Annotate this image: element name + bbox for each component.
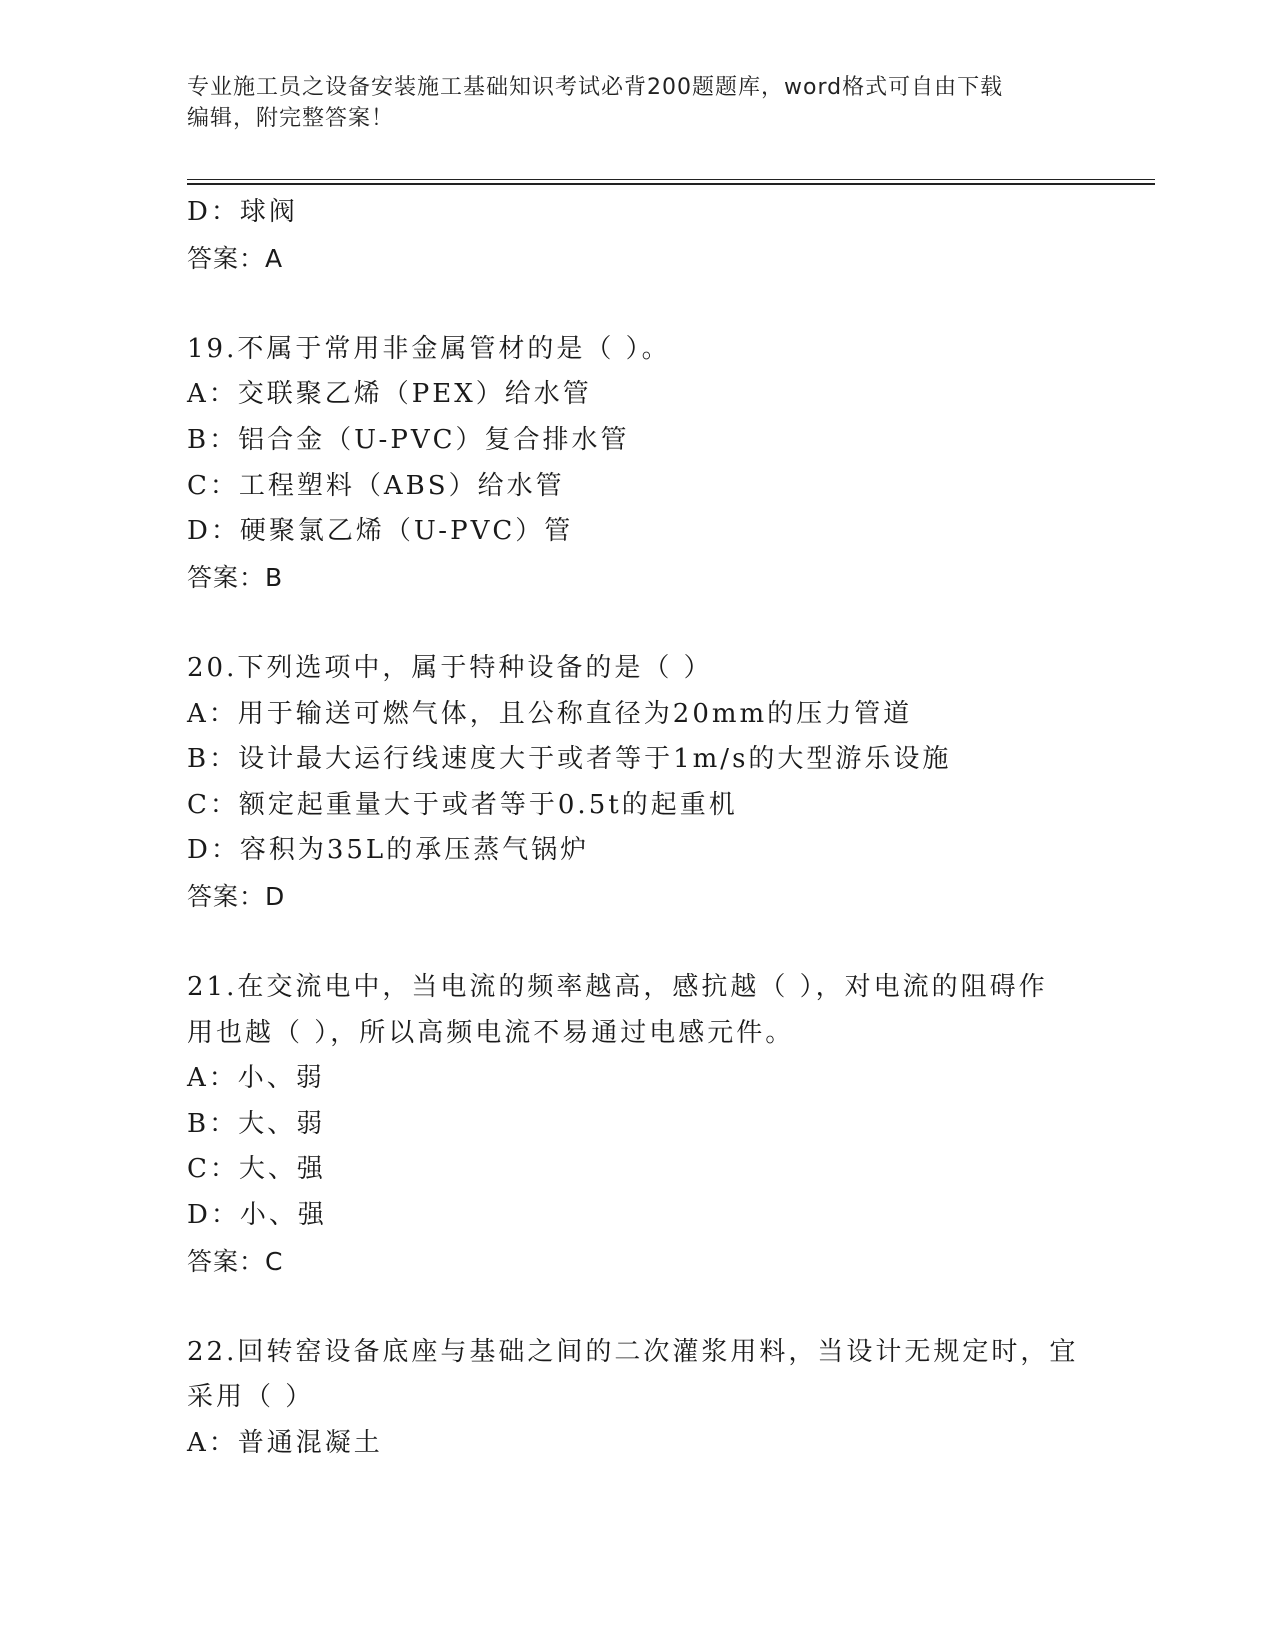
spacer bbox=[187, 1284, 1087, 1330]
question-19 bbox=[187, 327, 1087, 601]
header-title-line-1: 专业施工员之设备安装施工基础知识考试必背200题题库，word格式可自由下载 bbox=[187, 75, 1004, 100]
option-b: B：设计最大运行线速度大于或者等于1m/s的大型游乐设施 bbox=[187, 744, 952, 775]
option-a: A：用于输送可燃气体，且公称直径为20mm的压力管道 bbox=[187, 698, 913, 729]
option-c: C：额定起重量大于或者等于0.5t的起重机 bbox=[187, 789, 738, 820]
question-stem-line-1: 22.回转窑设备底座与基础之间的二次灌浆用料，当设计无规定时，宜 bbox=[187, 1336, 1079, 1367]
question-list bbox=[187, 190, 1087, 1467]
option-a: A：普通混凝土 bbox=[187, 1428, 383, 1459]
header-divider-thin bbox=[187, 179, 1155, 180]
spacer bbox=[187, 920, 1087, 966]
question-21 bbox=[187, 965, 1087, 1284]
question-20 bbox=[187, 646, 1087, 920]
header-title-line-2: 编辑，附完整答案！ bbox=[187, 106, 395, 131]
option-d: D：球阀 bbox=[187, 197, 298, 227]
option-d: D：小、强 bbox=[187, 1200, 327, 1231]
answer-line: 答案：A bbox=[187, 243, 284, 273]
option-d: D：硬聚氯乙烯（U-PVC）管 bbox=[187, 516, 574, 547]
page-header bbox=[187, 72, 1087, 134]
question-stem-line-2: 用也越（ ），所以高频电流不易通过电感元件。 bbox=[187, 1017, 795, 1048]
answer-line: 答案：C bbox=[187, 1246, 284, 1276]
option-a: A：小、弱 bbox=[187, 1063, 325, 1094]
answer-line: 答案：D bbox=[187, 881, 286, 911]
question-stem: 20.下列选项中，属于特种设备的是（ ） bbox=[187, 652, 713, 683]
header-divider-thick bbox=[187, 183, 1155, 185]
option-b: B：大、弱 bbox=[187, 1108, 326, 1139]
spacer bbox=[187, 281, 1087, 327]
option-b: B：铝合金（U-PVC）复合排水管 bbox=[187, 424, 630, 455]
option-a: A：交联聚乙烯（PEX）给水管 bbox=[187, 379, 592, 410]
option-d: D：容积为35L的承压蒸气锅炉 bbox=[187, 835, 590, 866]
question-22 bbox=[187, 1330, 1087, 1467]
option-c: C：大、强 bbox=[187, 1154, 326, 1185]
spacer bbox=[187, 600, 1087, 646]
answer-line: 答案：B bbox=[187, 562, 284, 592]
option-c: C：工程塑料（ABS）给水管 bbox=[187, 470, 565, 501]
question-stem-line-1: 21.在交流电中，当电流的频率越高，感抗越（ ），对电流的阻碍作 bbox=[187, 972, 1048, 1003]
question-18 bbox=[187, 190, 1087, 281]
question-stem-line-2: 采用（ ） bbox=[187, 1382, 315, 1413]
question-stem: 19.不属于常用非金属管材的是（ ）。 bbox=[187, 333, 671, 364]
